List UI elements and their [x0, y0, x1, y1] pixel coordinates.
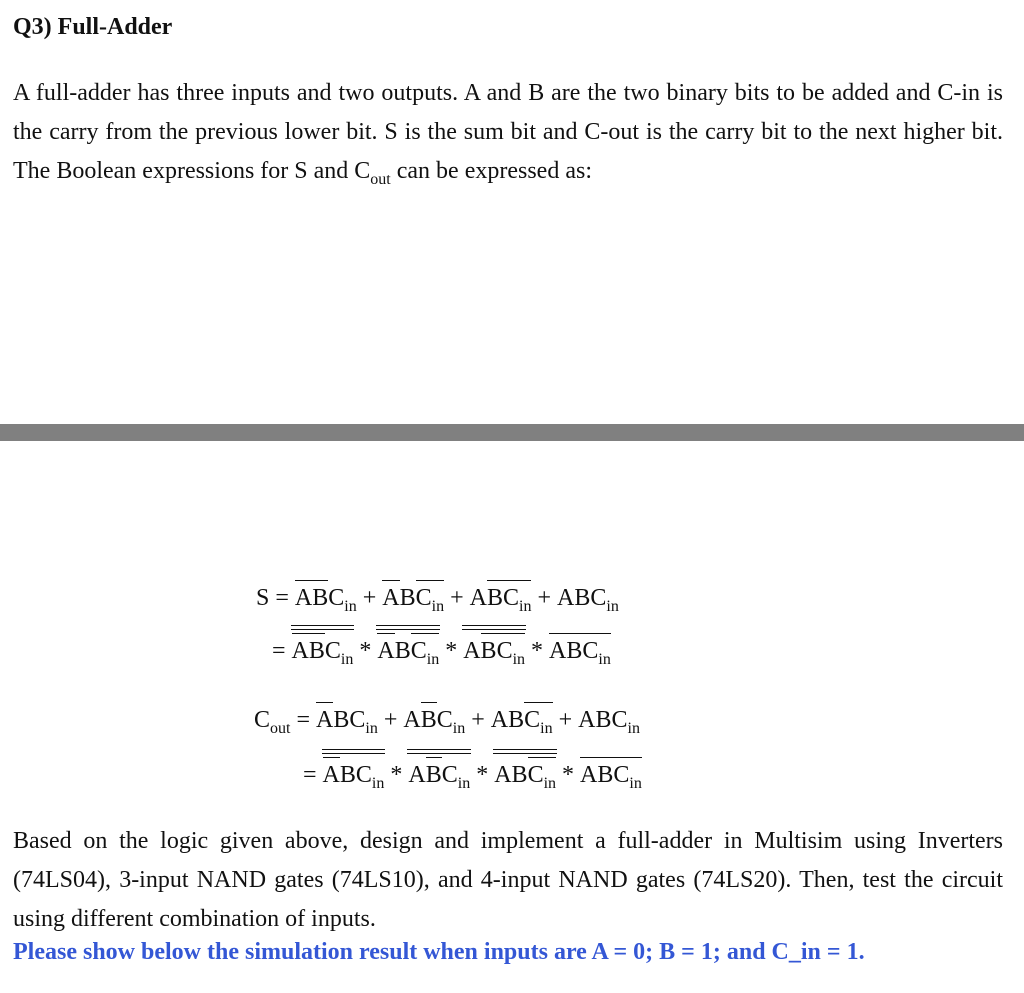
cout-term-4: $ABC_{in}$: [578, 707, 640, 737]
cout-equation-line2: [303, 760, 642, 799]
times-sign: *: [359, 638, 372, 664]
s-nand-term-1: $ABC_{in}$: [292, 636, 354, 675]
cout-nand-term-4: $ABC_{in}$: [580, 760, 642, 799]
s-equation-line2: [272, 636, 611, 675]
intro-text-1: A full-adder has three inputs and two outputs. A and B are the two binary bits to be added and C-in is the carry from the previous lower bit. S is the sum bit and C-out is the carry bit to the next higher bit. The Boolean expressions for S and C: [13, 80, 1003, 184]
eq-sign: =: [296, 707, 311, 733]
plus-sign: +: [362, 585, 377, 611]
cout-label: $C_{out}$: [254, 707, 291, 737]
s-nand-term-3: $ABC_{in}$: [463, 636, 525, 675]
cout-nand-term-1: $ABC_{in}$: [323, 760, 385, 799]
s-term-4: $ABC_{in}$: [557, 585, 619, 615]
s-label: S: [256, 585, 270, 611]
s-term-3: $ABC_{in}$: [470, 583, 532, 622]
cout-nand-term-3: $ABC_{in}$: [494, 760, 556, 799]
plus-sign: +: [537, 585, 552, 611]
instructions-paragraph: Based on the logic given above, design and implement a full-adder in Multisim using Inverters (74LS04), 3-input NAND gates (74LS10), and 4-input NAND gates (74LS20). Then, test the circuit using different combination of inputs.: [13, 828, 1003, 932]
s-nand-term-2: $ABC_{in}$: [377, 636, 439, 675]
cout-term-3: $ABC_{in}$: [491, 705, 553, 744]
cout-nand-term-2: $ABC_{in}$: [408, 760, 470, 799]
times-sign: *: [476, 762, 489, 788]
cout-term-2: $ABC_{in}$: [403, 707, 466, 737]
highlight-instruction: Please show below the simulation result when inputs are A = 0; B = 1; and C_in = 1.: [13, 939, 865, 965]
eq-sign: =: [272, 638, 286, 664]
plus-sign: +: [558, 707, 573, 733]
times-sign: *: [531, 638, 544, 664]
times-sign: *: [562, 762, 575, 788]
times-sign: *: [390, 762, 403, 788]
s-term-1: $ABC_{in}$: [294, 585, 357, 615]
page-title: Q3) Full-Adder: [13, 14, 173, 40]
plus-sign: +: [471, 707, 485, 733]
cout-term-1: $ABC_{in}$: [316, 707, 378, 737]
times-sign: *: [445, 638, 458, 664]
s-nand-term-4: $ABC_{in}$: [549, 636, 611, 675]
divider-bar: [0, 424, 1024, 441]
eq-sign: =: [303, 762, 317, 788]
eq-sign: =: [275, 585, 289, 611]
s-term-2: $ABC_{in}$: [382, 583, 444, 622]
intro-sub: out: [370, 170, 391, 188]
intro-text-2: can be expressed as:: [390, 158, 592, 184]
s-equation-line1: [256, 583, 619, 622]
plus-sign: +: [450, 585, 464, 611]
plus-sign: +: [383, 707, 398, 733]
intro-paragraph: [13, 74, 1003, 199]
cout-equation-line1: [254, 705, 640, 744]
